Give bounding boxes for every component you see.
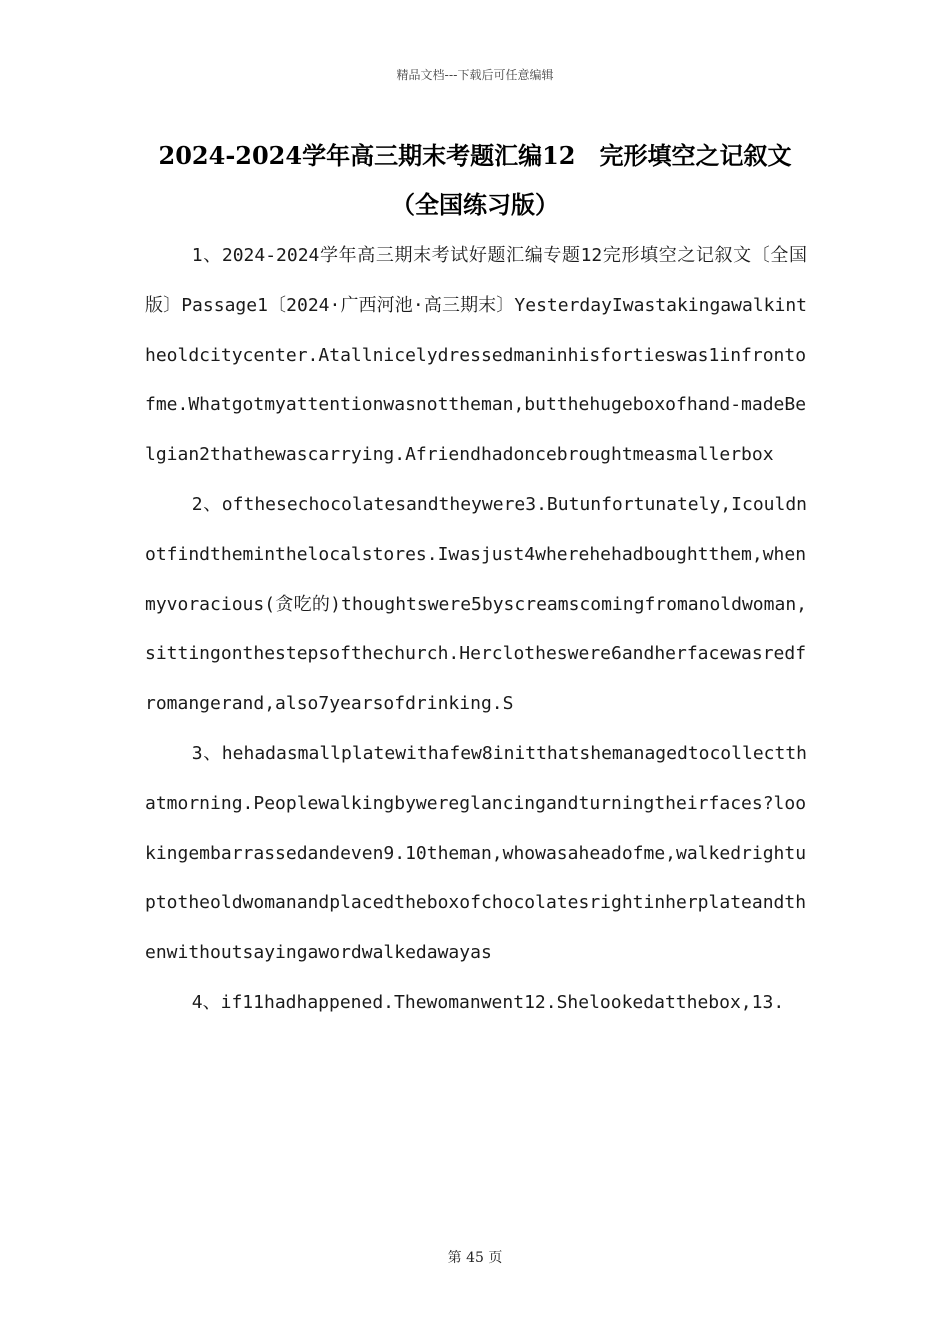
document-title: 2024-2024学年高三期末考题汇编12 完形填空之记叙文 (158, 141, 792, 170)
paragraph-3: 3、hehadasmallplatewithafew8initthatshemanagedtocollectthatmorning.Peoplewalkingbywereglancingandturningtheirfaces?lookingembarrassedandeven9.10theman,whowasaheadofme,walkedrightuptotheoldwomanandplacedtheboxofchocolatesrightinherplateandthenwithoutsayingawordwalkedawayas (145, 742, 807, 964)
page-number: 第 45 页 (447, 1250, 503, 1266)
paragraph-1: 1、2024-2024学年高三期末考试好题汇编专题12完形填空之记叙文〔全国版〕Passage1〔2024·广西河池·高三期末〕YesterdayIwastakingawalkintheoldcitycenter.Atallnicelydressedmaninhisfortieswas1infrontofme.Whatgotmyattentionwasnottheman,butthehugeboxofhand-madeBelgian2thathewascarrying.Afriendhadoncebroughtmeasmallerbox (145, 245, 807, 466)
document-body (145, 231, 807, 1028)
page-header: 精品文档---下载后可任意编辑 (396, 68, 554, 82)
paragraph-2: 2、ofthesechocolatesandtheywere3.Butunfortunately,Icouldnotfindtheminthelocalstores.Iwasjust4wherehehadboughtthem,whenmyvoracious(贪吃的)thoughtswere5byscreamscomingfromanoldwoman,sittingonthestepsofthechurch.Herclotheswere6andherfacewasredfromangerand,also7yearsofdrinking.S (145, 493, 807, 715)
document-subtitle: （全国练习版） (391, 190, 559, 219)
paragraph-4: 4、if11hadhappened.Thewomanwent12.Shelookedatthebox,13. (191, 991, 785, 1013)
